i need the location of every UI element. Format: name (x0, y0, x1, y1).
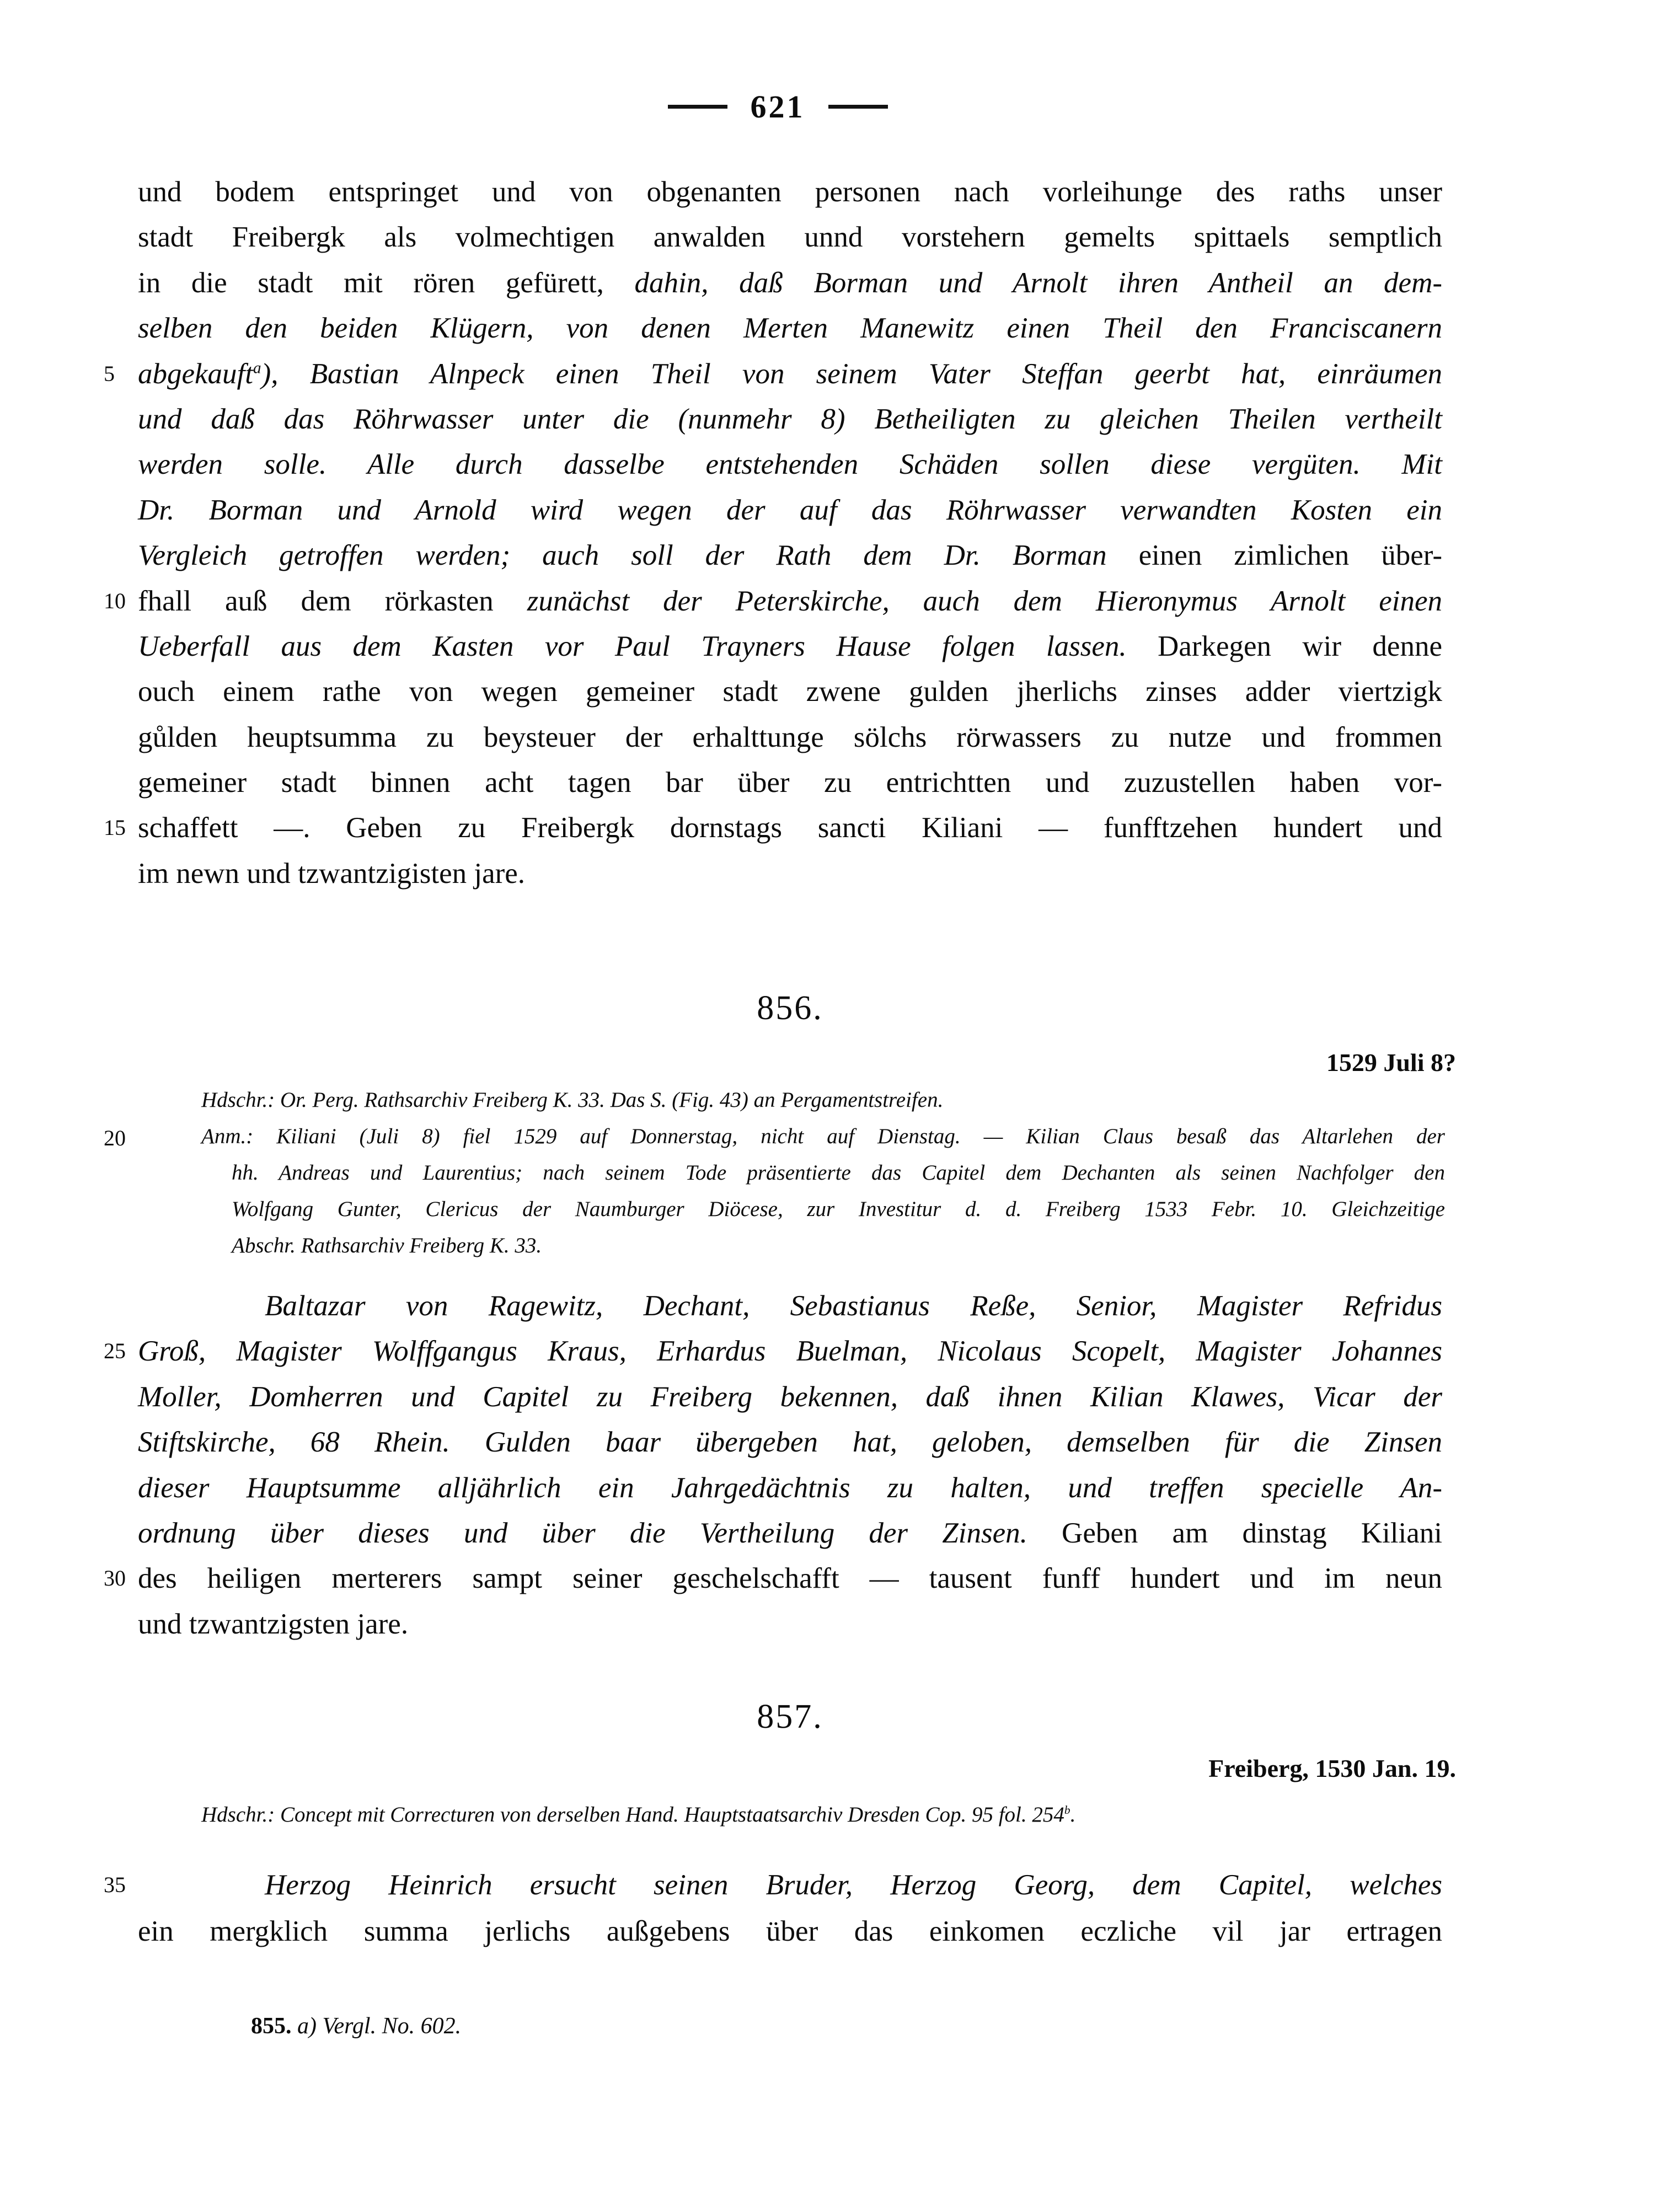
text-line (138, 1426, 1442, 1471)
text-segment: selben den beiden Klügern, von denen Merten Manewitz einen Theil den Franciscanern (138, 312, 1442, 345)
document-857-text (104, 1868, 1442, 1961)
text-segment: Wolfgang Gunter, Clericus der Naumburger Diöcese, zur Investitur d. d. Freiberg 1533 Febr. 10. Gleichzeitige (232, 1197, 1445, 1221)
text-line (138, 494, 1442, 539)
text-segment: ordnung über dieses und über die Vertheilung der Zinsen. (138, 1517, 1062, 1549)
text-segment: fhall auß dem rörkasten (138, 585, 527, 617)
text-segment: . (1070, 1803, 1076, 1827)
text-line (138, 1471, 1442, 1517)
text-segment: Hdschr.: Concept mit Correcturen von derselben Hand. Hauptstaatsarchiv Dresden Cop. 95 fol. 254 (201, 1803, 1064, 1827)
text-segment: Hdschr.: Or. Perg. Rathsarchiv Freiberg K. 33. Das S. (Fig. 43) an Pergamentstreifen. (201, 1088, 944, 1112)
text-line (138, 857, 1442, 902)
text-line (138, 221, 1442, 266)
margin-line-number: 25 (104, 1338, 126, 1364)
header-rule-left (668, 105, 727, 109)
document-857-number: 857. (757, 1698, 823, 1736)
footnote (251, 2013, 1023, 2046)
text-line (138, 766, 1442, 811)
text-segment: Herzog Heinrich ersucht seinen Bruder, Herzog Georg, dem Capitel, welches (265, 1869, 1442, 1901)
text-line (138, 175, 1442, 221)
text-segment: ), Bastian Alnpeck einen Theil von seinem Vater Steffan geerbt hat, einräumen (261, 357, 1442, 390)
margin-line-number: 10 (104, 588, 126, 613)
text-segment: Baltazar von Ragewitz, Dechant, Sebastianus Reße, Senior, Magister Refridus (265, 1290, 1442, 1322)
document-856-number: 856. (757, 989, 823, 1027)
text-segment: Stiftskirche, 68 Rhein. Gulden baar übergeben hat, geloben, demselben für die Zinsen (138, 1426, 1442, 1459)
document-857-date: Freiberg, 1530 Jan. 19. (1208, 1754, 1456, 1782)
text-segment: ein mergklich summa jerlichs außgebens über das einkomen eczliche vil jar ertragen (138, 1915, 1442, 1947)
text-segment: Vergleich getroffen werden; auch soll der Rath dem Dr. Borman (138, 539, 1139, 572)
text-segment: und daß das Röhrwasser unter die (nunmehr 8) Betheiligten zu gleichen Theilen vertheilt (138, 403, 1442, 435)
text-line (201, 1802, 1445, 1839)
text-segment: 855. (251, 2013, 297, 2039)
document-856-notes (104, 1088, 1445, 1270)
text-segment: hh. Andreas und Laurentius; nach seinem Tode präsentierte das Capitel dem Dechanten als seinen Nachfolger den (232, 1161, 1445, 1185)
text-segment: und tzwantzigsten jare. (138, 1608, 409, 1640)
text-segment: Moller, Domherren und Capitel zu Freiberg bekennen, daß ihnen Kilian Klawes, Vicar der (138, 1380, 1442, 1413)
text-segment: Darkegen wir denne (1158, 630, 1442, 662)
text-segment: a) Vergl. No. 602. (297, 2013, 462, 2039)
text-segment: zunächst der Peterskirche, auch dem Hieronymus Arnolt einen (527, 585, 1443, 617)
text-line (201, 1197, 1445, 1233)
text-line (104, 1562, 1442, 1607)
margin-line-number: 30 (104, 1566, 126, 1591)
document-856-text (104, 1289, 1442, 1653)
text-line (138, 403, 1442, 448)
text-segment: und bodem entspringet und von obgenanten personen nach vorleihunge des raths unser (138, 176, 1442, 208)
text-line (138, 312, 1442, 357)
header-rule-right (828, 105, 888, 109)
margin-line-number: 35 (104, 1872, 126, 1897)
text-line (138, 721, 1442, 766)
text-segment: gemeiner stadt binnen acht tagen bar über zu entrichtten und zuzustellen haben vor- (138, 767, 1442, 799)
footnote-marker: a (253, 358, 261, 377)
margin-line-number: 15 (104, 815, 126, 840)
text-segment: abgekauft (138, 357, 253, 390)
text-segment: Ueberfall aus dem Kasten vor Paul Trayners Hause folgen lassen. (138, 630, 1158, 662)
text-line (104, 1335, 1442, 1380)
footnote-marker: b (1064, 1803, 1070, 1817)
text-line (138, 630, 1442, 675)
text-line (201, 1088, 1445, 1124)
text-line (138, 1289, 1442, 1335)
text-line (201, 1160, 1445, 1197)
text-segment: schaffett —. Geben zu Freibergk dornstags sancti Kiliani — funfftzehen hundert und (138, 812, 1442, 844)
text-line (201, 1233, 1445, 1270)
text-segment: werden solle. Alle durch dasselbe entstehenden Schäden sollen diese vergüten. Mit (138, 448, 1442, 481)
text-line (138, 539, 1442, 584)
text-segment: in die stadt mit rören gefürett, (138, 266, 635, 299)
text-segment: gůlden heuptsumma zu beysteuer der erhalttunge sölchs rörwassers zu nutze und frommen (138, 721, 1442, 753)
text-line (138, 675, 1442, 720)
margin-line-number: 5 (104, 361, 115, 386)
text-line (138, 266, 1442, 312)
text-segment: dieser Hauptsumme alljährlich ein Jahrgedächtnis zu halten, und treffen specielle An- (138, 1471, 1442, 1504)
page-header (607, 88, 949, 125)
text-line (138, 1608, 1442, 1653)
text-segment: Groß, Magister Wolffgangus Kraus, Erhardus Buelman, Nicolaus Scopelt, Magister Johannes (138, 1335, 1442, 1368)
text-segment: dahin, daß Borman und Arnolt ihren Antheil an dem- (634, 266, 1442, 299)
text-segment: Geben am dinstag Kiliani (1062, 1517, 1442, 1549)
text-line (104, 811, 1442, 856)
text-segment: ouch einem rathe von wegen gemeiner stadt zwene gulden jherlichs zinses adder viertzigk (138, 676, 1442, 708)
text-line (104, 1868, 1442, 1915)
margin-line-number: 20 (104, 1126, 126, 1150)
page-number: 621 (750, 89, 805, 125)
document-856-date: 1529 Juli 8? (1326, 1048, 1456, 1076)
text-line (104, 1124, 1445, 1160)
text-line (104, 357, 1442, 403)
text-line (251, 2013, 1023, 2046)
text-segment: Dr. Borman und Arnold wird wegen der auf das Röhrwasser verwandten Kosten ein (138, 494, 1442, 526)
text-line (138, 1517, 1442, 1562)
text-segment: Abschr. Rathsarchiv Freiberg K. 33. (232, 1234, 542, 1257)
text-line (104, 585, 1443, 630)
text-segment: einen zimlichen über- (1138, 539, 1443, 572)
text-segment: Anm.: Kiliani (Juli 8) fiel 1529 auf Donnerstag, nicht auf Dienstag. — Kilian Claus besaß das Altarlehen der (201, 1124, 1445, 1148)
text-segment: des heiligen merterers sampt seiner geschelschafft — tausent funff hundert und im neun (138, 1562, 1442, 1595)
text-segment: stadt Freibergk als volmechtigen anwalden unnd vorstehern gemelts spittaels semptlich (138, 221, 1442, 254)
text-line (138, 1380, 1442, 1426)
document-855-text (104, 175, 1443, 902)
text-line (138, 448, 1442, 493)
text-line (138, 1915, 1442, 1961)
text-segment: im newn und tzwantzigisten jare. (138, 857, 526, 890)
document-857-notes (201, 1802, 1445, 1839)
